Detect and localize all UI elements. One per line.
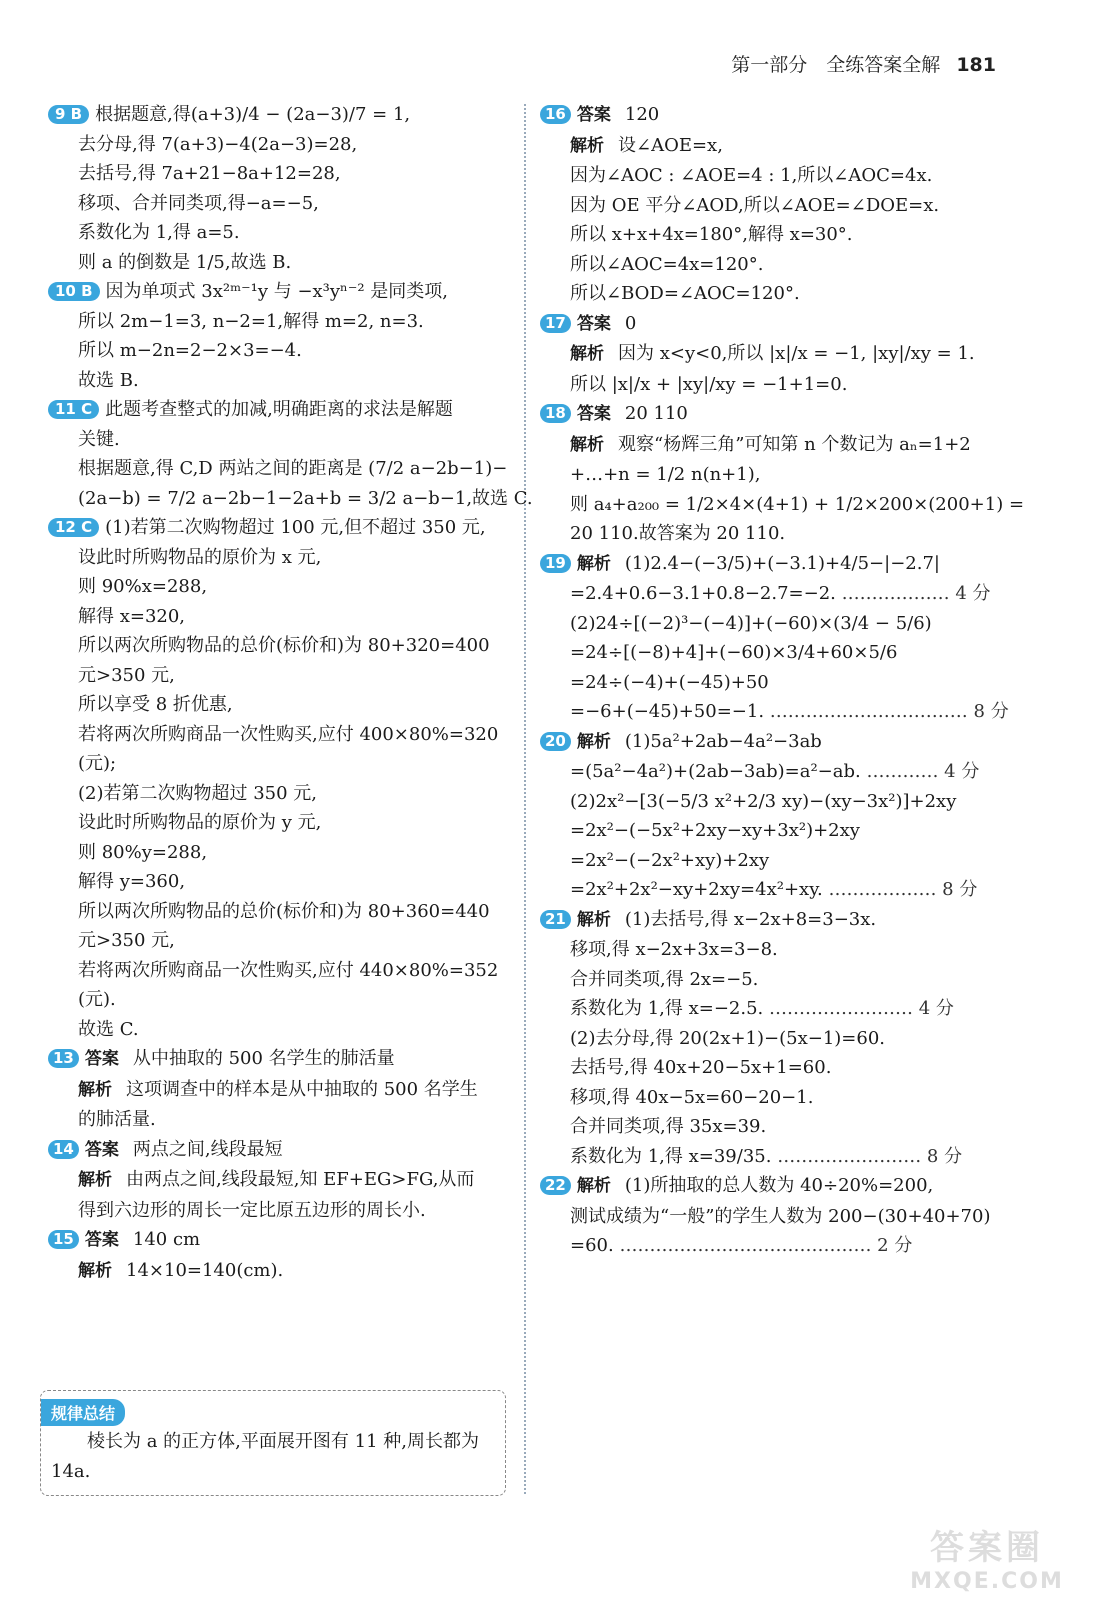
page-header [731,50,996,77]
answer-keyword: 答案 [576,105,611,125]
answer-keyword: 解析 [78,1079,112,1100]
solution-line [540,279,1002,309]
line-text: 设此时所购物品的原价为 x 元, [78,546,322,568]
line-text: (元); [78,753,117,774]
solution-line [48,543,510,573]
question-number-badge: 14 [48,1140,79,1159]
watermark-logo [892,1520,1082,1594]
line-text: +…+n = 1/2 n(n+1), [570,464,761,485]
line-text: 系数化为 1,得 x=39/35. [570,1145,772,1167]
question-number-badge: 21 [540,910,571,929]
line-text: 去括号,得 40x+20−5x+1=60. [570,1057,832,1078]
line-text: 若将两次所购商品一次性购买,应付 400×80%=320 [78,723,499,745]
solution-line [48,956,510,986]
solution-line [48,690,510,720]
line-text: 的肺活量. [78,1109,156,1130]
line-text: 14×10=140(cm). [126,1259,284,1281]
question-number-badge: 19 [540,554,571,573]
solution-line [48,1196,510,1226]
solution-line [48,631,510,661]
line-text: 这项调查中的样本是从中抽取的 500 名学生 [126,1078,478,1100]
line-text: 从中抽取的 500 名学生的肺活量 [132,1048,395,1069]
line-text: 则 90%x=288, [78,576,208,597]
score-marker: …………………… 4 分 [769,998,954,1019]
question-number-badge: 10 B [48,282,100,301]
solution-line [540,1231,1002,1261]
watermark-line2: MXQE.COM [910,1569,1064,1594]
question-number-badge: 12 C [48,518,99,537]
left-column [48,100,533,1286]
line-text: 0 [624,312,637,334]
solution-line [48,336,510,366]
rule-summary-tag: 规律总结 [41,1399,125,1426]
score-marker: ……………… 8 分 [828,879,978,900]
solution-line [540,994,1002,1024]
line-text: 设∠AOE=x, [618,134,723,156]
line-text: 120 [624,104,660,125]
solution-line [540,1024,1002,1054]
solution-line [540,846,1002,876]
line-text: 此题考查整式的加减,明确距离的求法是解题 [105,399,453,420]
solution-line [48,218,510,248]
answer-keyword: 答案 [576,313,611,334]
question-number-badge: 13 [48,1049,79,1068]
question-number-badge: 18 [540,404,571,423]
line-text: 解得 y=360, [78,871,186,892]
question-number-badge: 16 [540,105,571,124]
line-text: 合并同类项,得 35x=39. [570,1116,767,1137]
score-marker: …………………… 8 分 [777,1145,963,1167]
answer-keyword: 答案 [576,404,611,424]
line-text: 因为单项式 3x²ᵐ⁻¹y 与 −x³yⁿ⁻² 是同类项, [105,281,449,302]
line-text: (2a−b) = 7/2 a−2b−1−2a+b = 3/2 a−b−1,故选 C. [78,487,533,509]
solution-line [540,490,1025,520]
answer-keyword: 答案 [84,1049,119,1069]
solution-line [540,339,1002,370]
solution-line [540,1083,1002,1113]
answer-keyword: 解析 [570,135,604,156]
line-text: 移项、合并同类项,得−a=−5, [78,192,319,214]
solution-line [48,1135,510,1166]
solution-line [540,579,1002,609]
score-marker: …………………………………… 2 分 [619,1235,913,1256]
line-text: 移项,得 40x−5x=60−20−1. [570,1086,814,1108]
line-text: 则 a₄+a₂₀₀ = 1/2×4×(4+1) + 1/2×200×(200+1) = [570,493,1025,515]
solution-line [540,1142,1002,1172]
line-text: 所以 m−2n=2−2×3=−4. [78,340,302,361]
line-text: (1)去括号,得 x−2x+8=3−3x. [624,908,877,930]
solution-line [48,602,510,632]
solution-line [48,897,510,927]
column-divider [524,104,526,1494]
solution-line [48,661,510,691]
line-text: (1)所抽取的总人数为 40÷20%=200, [624,1175,934,1196]
solution-line [540,549,1002,580]
solution-line [540,309,1002,340]
solution-line [48,1256,510,1287]
solution-line [48,1105,510,1135]
line-text: (1)2.4−(−3/5)+(−3.1)+4/5−|−2.7| [624,552,940,574]
solution-line [540,161,1002,191]
score-marker: ……………… 4 分 [841,583,991,604]
line-text: 所以两次所购物品的总价(标价和)为 80+360=440 [78,900,490,922]
watermark-line1: 答案圈 [930,1528,1044,1568]
question-number-badge: 20 [540,732,571,751]
solution-line [540,668,1002,698]
solution-line [540,250,1002,280]
line-text: 设此时所购物品的原价为 y 元, [78,812,322,833]
line-text: 两点之间,线段最短 [132,1138,283,1160]
header-title: 第一部分 全练答案全解 [731,54,941,76]
line-text: 所以∠AOC=4x=120°. [570,253,764,275]
line-text: (1)5a²+2ab−4a²−3ab [624,730,822,752]
answer-keyword: 解析 [576,1176,611,1196]
line-text: 解得 x=320, [78,605,186,627]
solution-line [48,808,510,838]
line-text: =24÷(−4)+(−45)+50 [570,671,769,693]
line-text: =2x²−(−5x²+2xy−xy+3x²)+2xy [570,820,860,841]
line-text: 系数化为 1,得 x=−2.5. [570,998,764,1019]
line-text: 合并同类项,得 2x=−5. [570,968,759,990]
solution-line [48,1044,510,1075]
solution-line [540,430,1002,461]
line-text: 去括号,得 7a+21−8a+12=28, [78,163,341,184]
solution-line [48,926,510,956]
solution-line [48,307,510,337]
answer-keyword: 解析 [78,1260,112,1281]
solution-line [48,1165,510,1196]
answer-keyword: 解析 [576,553,611,574]
line-text: (2)2x²−[3(−5/3 x²+2/3 xy)−(xy−3x²)]+2xy [570,790,957,812]
solution-line [48,159,510,189]
line-text: 所以∠BOD=∠AOC=120°. [570,283,800,304]
line-text: 故选 B. [78,369,139,391]
line-text: 根据题意,得 C,D 两站之间的距离是 (7/2 a−2b−1)− [78,458,508,479]
line-text: 则 80%y=288, [78,841,208,863]
line-text: 根据题意,得(a+3)/4 − (2a−3)/7 = 1, [95,104,411,125]
solution-line [540,816,1002,846]
line-text: 因为 x<y<0,所以 |x|/x = −1, |xy|/xy = 1. [618,343,975,364]
question-number-badge: 22 [540,1176,571,1195]
line-text: (元). [78,989,116,1010]
line-text: (2)若第二次购物超过 350 元, [78,782,318,804]
line-text: 得到六边形的周长一定比原五边形的周长小. [78,1199,426,1221]
score-marker: …………………………… 8 分 [769,701,1009,722]
solution-line [48,425,510,455]
solution-line [48,277,510,307]
solution-line [540,1112,1002,1142]
solution-line [48,838,510,868]
solution-line [540,787,1002,817]
solution-line [540,697,1009,727]
line-text: 系数化为 1,得 a=5. [78,222,240,243]
answer-keyword: 解析 [570,344,604,364]
solution-line [48,130,510,160]
line-text: 所以 x+x+4x=180°,解得 x=30°. [570,224,853,245]
solution-line [48,720,510,750]
line-text: =24÷[(−8)+4]+(−60)×3/4+60×5/6 [570,642,898,663]
solution-line [48,189,510,219]
line-text: 140 cm [132,1229,201,1250]
solution-line [48,484,533,514]
solution-line [540,935,1002,965]
solution-line [540,638,1002,668]
answer-keyword: 答案 [84,1139,119,1160]
line-text: 所以 |x|/x + |xy|/xy = −1+1=0. [570,373,848,395]
solution-line [540,460,1002,490]
solution-line [540,727,1002,758]
solution-line [48,395,510,425]
solution-line [540,1053,1002,1083]
solution-line [540,191,1002,221]
line-text: 去分母,得 7(a+3)−4(2a−3)=28, [78,133,358,155]
line-text: 若将两次所购商品一次性购买,应付 440×80%=352 [78,959,499,981]
solution-line [540,905,1002,936]
line-text: (2)去分母,得 20(2x+1)−(5x−1)=60. [570,1027,885,1049]
line-text: 元>350 元, [78,664,175,686]
line-text: 则 a 的倒数是 1/5,故选 B. [78,251,292,273]
line-text: 元>350 元, [78,930,175,951]
solution-line [48,1015,510,1045]
solution-line [48,779,510,809]
right-column [540,100,1025,1261]
answer-keyword: 解析 [576,731,611,752]
line-text: 所以享受 8 折优惠, [78,694,233,715]
solution-line [48,100,510,130]
line-text: (2)24÷[(−2)³−(−4)]+(−60)×(3/4 − 5/6) [570,612,932,634]
solution-line [540,875,1002,905]
solution-line [48,572,510,602]
solution-line [48,454,510,484]
solution-line [48,248,510,278]
question-number-badge: 9 B [48,105,89,124]
solution-line [540,131,1002,162]
line-text: 移项,得 x−2x+3x=3−8. [570,939,778,960]
answer-keyword: 解析 [78,1170,112,1190]
solution-line [540,370,1002,400]
line-text: 20 110.故答案为 20 110. [570,523,786,544]
line-text: =(5a²−4a²)+(2ab−3ab)=a²−ab. [570,761,861,782]
question-number-badge: 15 [48,1230,79,1249]
solution-line [540,220,1002,250]
line-text: 所以两次所购物品的总价(标价和)为 80+320=400 [78,635,490,656]
solution-line [540,1202,1002,1232]
line-text: 20 110 [624,403,688,424]
line-text: =2x²−(−2x²+xy)+2xy [570,849,770,871]
solution-line [48,366,510,396]
solution-line [48,985,510,1015]
solution-line [48,867,510,897]
rule-summary-text: 棱长为 a 的正方体,平面展开图有 11 种,周长都为 14a. [51,1431,479,1482]
answer-keyword: 解析 [576,909,611,930]
solution-line [48,1075,510,1106]
line-text: 所以 2m−1=3, n−2=1,解得 m=2, n=3. [78,310,424,332]
solution-line [48,1225,510,1256]
line-text: =60. [570,1235,614,1256]
line-text: 因为 OE 平分∠AOD,所以∠AOE=∠DOE=x. [570,194,940,216]
line-text: (1)若第二次购物超过 100 元,但不超过 350 元, [105,517,486,538]
solution-line [48,513,510,543]
question-number-badge: 11 C [48,400,99,419]
page-number: 181 [956,54,996,76]
solution-line [540,757,1002,787]
solution-line [540,965,1002,995]
solution-line [540,399,1002,430]
line-text: 观察“杨辉三角”可知第 n 个数记为 aₙ=1+2 [618,433,971,455]
answer-keyword: 解析 [570,434,604,455]
solution-line [540,609,1002,639]
solution-line [48,749,510,779]
question-number-badge: 17 [540,314,571,333]
rule-summary-box [40,1390,506,1496]
line-text: =2x²+2x²−xy+2xy=4x²+xy. [570,879,823,900]
score-marker: ………… 4 分 [866,761,980,782]
answer-keyword: 答案 [84,1230,119,1250]
solution-line [540,1171,1002,1202]
line-text: =−6+(−45)+50=−1. [570,701,765,722]
line-text: 由两点之间,线段最短,知 EF+EG>FG,从而 [126,1169,475,1190]
line-text: 因为∠AOC : ∠AOE=4 : 1,所以∠AOC=4x. [570,165,933,186]
line-text: =2.4+0.6−3.1+0.8−2.7=−2. [570,583,836,604]
solution-line [540,100,1002,131]
line-text: 关键. [78,428,120,450]
solution-line [540,519,1002,549]
line-text: 故选 C. [78,1018,139,1040]
line-text: 测试成绩为“一般”的学生人数为 200−(30+40+70) [570,1205,991,1227]
